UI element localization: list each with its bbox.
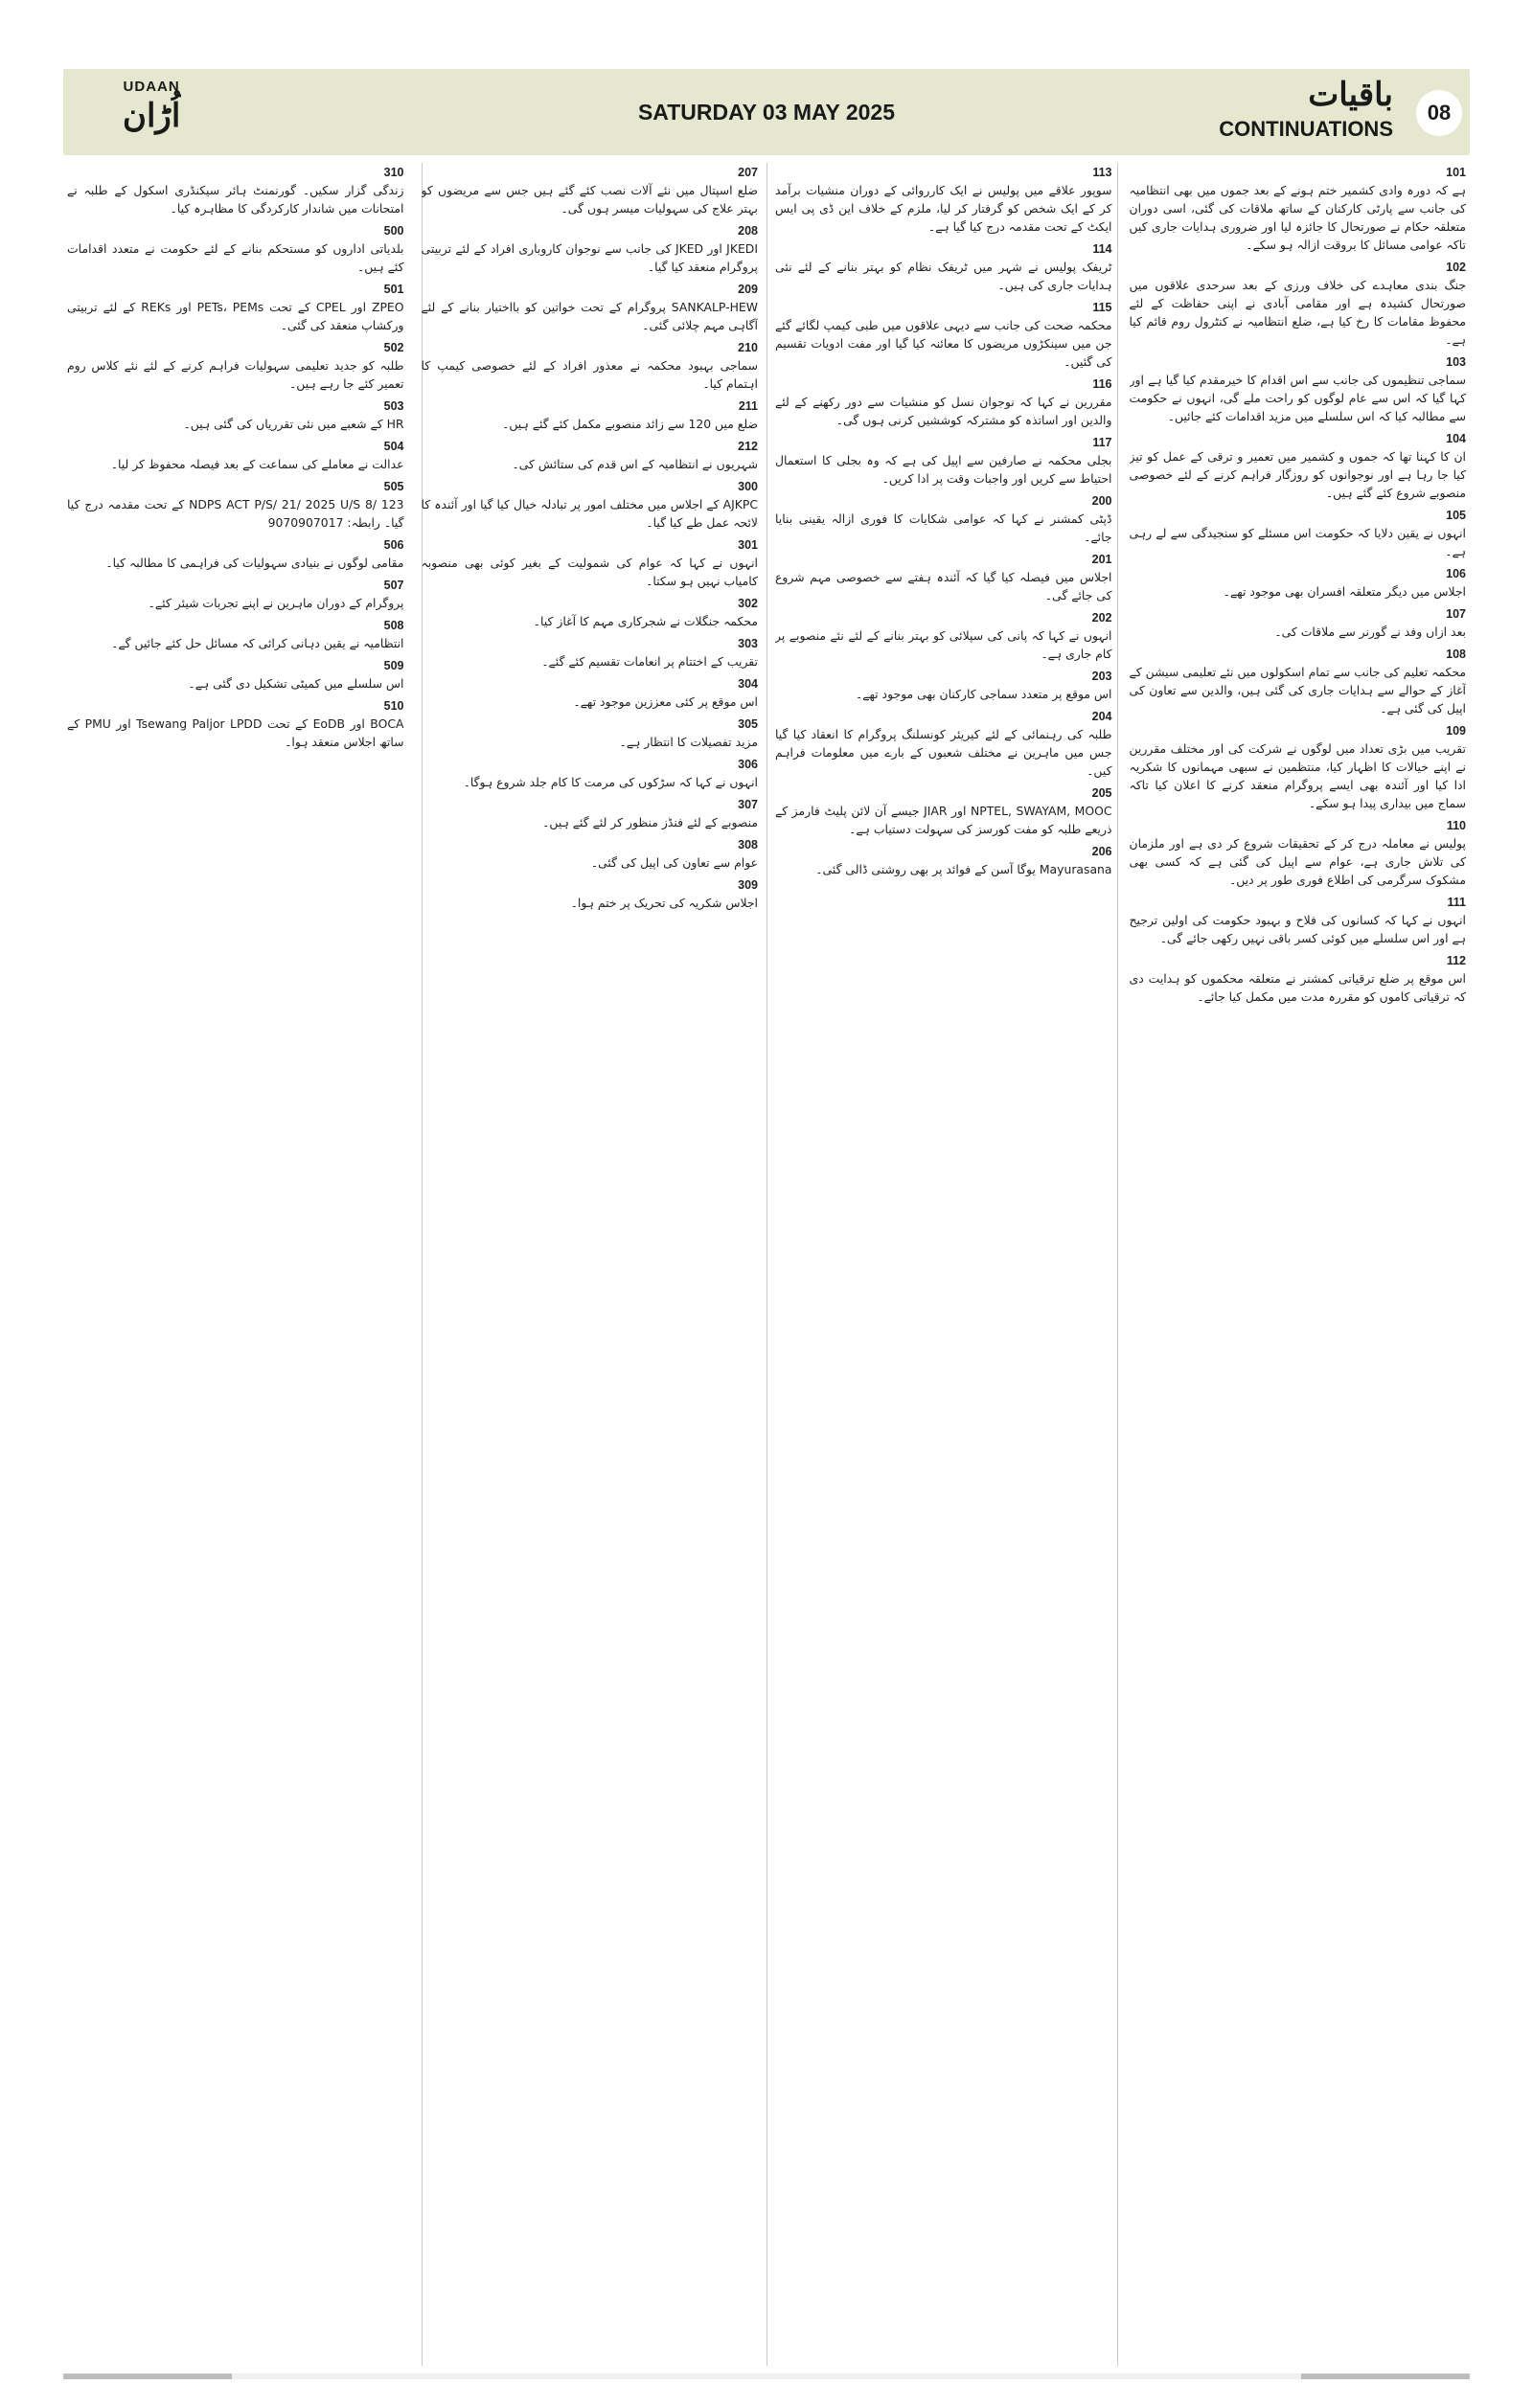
continuation-number: 203: [1091, 670, 1112, 683]
continuation-number: 115: [1092, 301, 1112, 314]
continuation-text: مقامی لوگوں نے بنیادی سہولیات کی فراہمی کا مطالبہ کیا۔: [105, 556, 404, 570]
continuation-text: محکمہ جنگلات نے شجرکاری مہم کا آغاز کیا۔: [533, 614, 758, 628]
continuation-text: اس موقع پر ضلع ترقیاتی کمشنر نے متعلقہ محکموں کو ہدایت دی کہ ترقیاتی کاموں کو مقررہ مدت میں مکمل کیا جائے۔: [1129, 971, 1466, 1004]
continuation-item: [422, 398, 759, 433]
continuation-text: عدالت نے معاملے کی سماعت کے بعد فیصلہ محفوظ کر لیا۔: [110, 457, 404, 471]
continuation-text: اجلاس شکریہ کی تحریک پر ختم ہوا۔: [570, 896, 758, 910]
continuation-number: 212: [738, 440, 758, 453]
continuation-item: [67, 223, 404, 276]
continuation-item: [67, 537, 404, 572]
continuation-number: 109: [1446, 724, 1466, 738]
continuation-number: 509: [383, 659, 404, 672]
continuation-text: BOCA اور EoDB کے تحت Tsewang Paljor LPDD اور PMU کے ساتھ اجلاس منعقد ہوا۔: [67, 716, 404, 749]
continuation-number: 508: [383, 619, 404, 632]
continuation-item: [422, 837, 759, 872]
continuation-number: 102: [1446, 261, 1466, 274]
continuation-item: [775, 709, 1112, 780]
continuation-item: [67, 479, 404, 532]
continuation-item: [422, 165, 759, 217]
continuation-text: اس موقع پر کئی معززین موجود تھے۔: [573, 694, 758, 709]
continuation-text: زندگی گزار سکیں۔ گورنمنٹ ہائر سیکنڈری اسکول کے طلبہ نے امتحانات میں شاندار کارکردگی کا مظاہرہ کیا۔: [67, 183, 404, 216]
continuation-text: شہریوں نے انتظامیہ کے اس قدم کی ستائش کی۔: [512, 457, 758, 471]
continuation-item: [67, 398, 404, 433]
continuation-number: 301: [738, 538, 758, 552]
continuation-text: جنگ بندی معاہدے کی خلاف ورزی کے بعد سرحدی علاقوں میں صورتحال کشیدہ ہے اور مقامی آبادی نے اپنی حفاظت کے لئے محفوظ مقامات کا رخ کیا ہے، ضلع انتظامیہ نے کنٹرول روم قائم کیا ہے۔: [1129, 278, 1466, 347]
continuation-item: [1130, 165, 1467, 254]
continuation-text: سوپور علاقے میں پولیس نے ایک کارروائی کے دوران منشیات برآمد کر کے ایک شخص کو گرفتار کر لیا، ملزم کے خلاف این ڈی پی ایس ایکٹ کے تحت مقدمہ درج کیا گیا ہے۔: [775, 183, 1112, 234]
continuation-item: [1130, 260, 1467, 349]
continuation-text: AJKPC کے اجلاس میں مختلف امور پر تبادلہ خیال کیا گیا اور آئندہ کا لائحہ عمل طے کیا گیا۔: [421, 497, 758, 530]
continuation-item: [775, 552, 1112, 604]
continuation-text: سماجی بہبود محکمہ نے معذور افراد کے لئے خصوصی کیمپ کا اہتمام کیا۔: [421, 358, 758, 391]
continuation-text: ضلع میں 120 سے زائد منصوبے مکمل کئے گئے ہیں۔: [502, 417, 758, 431]
continuation-item: [775, 241, 1112, 294]
continuation-number: 204: [1091, 710, 1112, 723]
continuation-number: 504: [383, 440, 404, 453]
continuation-text: تقریب کے اختتام پر انعامات تقسیم کئے گئے۔: [541, 654, 758, 669]
continuation-text: HR کے شعبے میں نئی تقرریاں کی گئی ہیں۔: [183, 417, 404, 431]
continuation-number: 101: [1446, 166, 1466, 179]
continuation-item: [67, 618, 404, 652]
continuation-item: [775, 300, 1112, 371]
continuation-number: 304: [738, 677, 758, 691]
continuation-text: انتظامیہ نے یقین دہانی کرائی کہ مسائل حل کئے جائیں گے۔: [111, 636, 404, 650]
continuation-item: [422, 636, 759, 670]
continuation-text: NDPS ACT P/S/ 21/ 2025 U/S 8/ 123 کے تحت مقدمہ درج کیا گیا۔ رابطہ: 9070907017: [67, 497, 404, 530]
continuation-number: 305: [738, 717, 758, 731]
continuation-text: ہے کہ دورہ وادی کشمیر ختم ہونے کے بعد جموں میں بھی انتظامیہ کی جانب سے پارٹی کارکنان کے ساتھ ملاقات کی گئی، اسی دوران متعلقہ حکام نے صورتحال کا جائزہ لیا اور ضروری ہدایات جاری کیں تاکہ عوامی مسائل کا بروقت ازالہ ہو سکے۔: [1129, 183, 1466, 252]
continuation-number: 200: [1091, 494, 1112, 508]
continuation-number: 300: [738, 480, 758, 493]
continuation-text: ان کا کہنا تھا کہ جموں و کشمیر میں تعمیر و ترقی کے عمل کو تیز کیا جا رہا ہے اور نوجوانوں کو روزگار فراہم کرنے کے لئے خصوصی منصوبے شروع کئے گئے ہیں۔: [1129, 449, 1466, 500]
continuation-text: بجلی محکمہ نے صارفین سے اپیل کی ہے کہ وہ بجلی کا استعمال احتیاط سے کریں اور واجبات وقت پر ادا کریں۔: [775, 453, 1112, 486]
continuation-number: 201: [1091, 553, 1112, 566]
continuation-number: 105: [1446, 509, 1466, 522]
column-4: [67, 161, 404, 2370]
continuation-item: [775, 435, 1112, 488]
continuation-text: محکمہ صحت کی جانب سے دیہی علاقوں میں طبی کیمپ لگائے گئے جن میں سینکڑوں مریضوں کا معائنہ کیا گیا اور مفت ادویات تقسیم کی گئیں۔: [775, 318, 1112, 369]
continuation-number: 108: [1446, 647, 1466, 661]
continuation-text: انہوں نے کہا کہ کسانوں کی فلاح و بہبود حکومت کی اولین ترجیح ہے اور اس سلسلے میں کوئی کسر باقی نہیں رکھی جائے گی۔: [1129, 913, 1466, 945]
continuation-text: سماجی تنظیموں کی جانب سے اس اقدام کا خیرمقدم کیا گیا ہے اور کہا گیا کہ اس سے عام لوگوں کو راحت ملے گی، انہوں نے حکومت سے مطالبہ کیا کہ اس سلسلے میں مزید اقدامات کئے جائیں۔: [1129, 373, 1466, 423]
continuation-text: پروگرام کے دوران ماہرین نے اپنے تجربات شیئر کئے۔: [148, 596, 404, 610]
continuation-item: [422, 439, 759, 473]
continuation-number: 206: [1091, 845, 1112, 858]
continuation-item: [1130, 566, 1467, 601]
brand-name-en: UDAAN: [123, 79, 180, 95]
continuation-text: بلدیاتی اداروں کو مستحکم بنانے کے لئے حکومت نے متعدد اقدامات کئے ہیں۔: [67, 241, 404, 274]
continuation-number: 210: [738, 341, 758, 354]
continuation-item: [1130, 606, 1467, 641]
continuation-item: [422, 340, 759, 393]
continuation-number: 309: [738, 878, 758, 892]
continuation-number: 308: [738, 838, 758, 852]
continuation-text: بعد ازاں وفد نے گورنر سے ملاقات کی۔: [1274, 625, 1466, 639]
continuation-text: منصوبے کے لئے فنڈز منظور کر لئے گئے ہیں۔: [542, 815, 758, 829]
continuation-text: ڈپٹی کمشنر نے کہا کہ عوامی شکایات کا فوری ازالہ یقینی بنایا جائے۔: [775, 511, 1112, 544]
continuation-number: 104: [1446, 432, 1466, 445]
issue-date: SATURDAY 03 MAY 2025: [637, 100, 896, 125]
continuation-number: 116: [1092, 377, 1112, 391]
continuation-text: مقررین نے کہا کہ نوجوان نسل کو منشیات سے دور رکھنے کے لئے والدین اور اساتذہ کو مشترکہ کوششیں کرنی ہوں گی۔: [775, 395, 1112, 427]
continuation-number: 310: [383, 166, 404, 179]
continuation-text: Mayurasana یوگا آسن کے فوائد پر بھی روشنی ڈالی گئی۔: [815, 862, 1112, 876]
continuation-item: [422, 537, 759, 590]
continuation-item: [1130, 354, 1467, 425]
continuation-text: اجلاس میں فیصلہ کیا گیا کہ آئندہ ہفتے سے خصوصی مہم شروع کی جائے گی۔: [775, 570, 1112, 602]
column-2: [775, 161, 1112, 2370]
continuation-item: [67, 658, 404, 693]
continuation-text: ZPEO اور CPEL کے تحت PETs، PEMs اور REKs کے لئے تربیتی ورکشاپ منعقد کی گئی۔: [67, 300, 404, 332]
continuation-number: 112: [1446, 954, 1466, 967]
continuation-text: اجلاس میں دیگر متعلقہ افسران بھی موجود تھے۔: [1223, 584, 1466, 599]
continuation-text: طلبہ کو جدید تعلیمی سہولیات فراہم کرنے کے لئے نئے کلاس روم تعمیر کئے جا رہے ہیں۔: [67, 358, 404, 391]
continuation-item: [1130, 723, 1467, 812]
continuation-number: 505: [383, 480, 404, 493]
continuation-number: 110: [1446, 819, 1466, 832]
continuation-item: [422, 282, 759, 334]
continuation-text: طلبہ کی رہنمائی کے لئے کیریئر کونسلنگ پروگرام کا انعقاد کیا گیا جس میں ماہرین نے مختلف شعبوں کے بارے میں معلومات فراہم کیں۔: [775, 727, 1112, 778]
continuation-text: محکمہ تعلیم کی جانب سے تمام اسکولوں میں نئے تعلیمی سیشن کے آغاز کے حوالے سے ہدایات جاری کی گئی ہیں، والدین سے تعاون کی اپیل کی گئی ہے۔: [1129, 665, 1466, 716]
continuation-number: 502: [383, 341, 404, 354]
page-number: 08: [1416, 90, 1462, 136]
continuation-number: 211: [738, 399, 758, 413]
continuation-number: 302: [738, 597, 758, 610]
continuation-item: [422, 479, 759, 532]
continuation-text: ٹریفک پولیس نے شہر میں ٹریفک نظام کو بہتر بنانے کے لئے نئی ہدایات جاری کی ہیں۔: [775, 260, 1112, 292]
continuation-number: 506: [383, 538, 404, 552]
continuation-item: [422, 223, 759, 276]
continuation-number: 208: [738, 224, 758, 238]
continuation-number: 306: [738, 758, 758, 771]
continuation-number: 106: [1446, 567, 1466, 580]
continuation-text: انہوں نے کہا کہ عوام کی شمولیت کے بغیر کوئی بھی منصوبہ کامیاب نہیں ہو سکتا۔: [421, 556, 758, 588]
continuation-number: 500: [383, 224, 404, 238]
continuation-number: 202: [1091, 611, 1112, 625]
continuation-number: 114: [1092, 242, 1112, 256]
column-3: [422, 161, 759, 2370]
continuation-text: عوام سے تعاون کی اپیل کی گئی۔: [590, 855, 758, 870]
continuation-item: [1130, 895, 1467, 947]
continuation-item: [422, 716, 759, 751]
continuation-number: 111: [1447, 896, 1466, 909]
continuation-item: [67, 439, 404, 473]
section-title-ur: باقیات: [1308, 76, 1393, 114]
continuation-item: [422, 757, 759, 791]
section-title-en: CONTINUATIONS: [1219, 117, 1393, 141]
continuation-item: [775, 785, 1112, 838]
continuation-text: اس سلسلے میں کمیٹی تشکیل دی گئی ہے۔: [188, 676, 404, 691]
continuation-number: 510: [383, 699, 404, 713]
continuation-number: 113: [1092, 166, 1112, 179]
continuation-number: 207: [738, 166, 758, 179]
continuation-item: [775, 844, 1112, 878]
continuation-number: 209: [738, 283, 758, 296]
continuation-text: اس موقع پر متعدد سماجی کارکنان بھی موجود تھے۔: [855, 687, 1112, 701]
column-1: [1130, 161, 1467, 2370]
continuation-item: [1130, 647, 1467, 717]
continuation-text: ضلع اسپتال میں نئے آلات نصب کئے گئے ہیں جس سے مریضوں کو بہتر علاج کی سہولیات میسر ہوں گی۔: [421, 183, 758, 216]
continuation-number: 107: [1446, 607, 1466, 621]
continuation-number: 501: [383, 283, 404, 296]
continuation-item: [422, 877, 759, 912]
masthead: [63, 69, 1470, 155]
continuation-item: [422, 676, 759, 711]
continuation-number: 503: [383, 399, 404, 413]
continuation-item: [775, 610, 1112, 663]
continuation-item: [1130, 508, 1467, 560]
continuation-item: [422, 596, 759, 630]
continuation-item: [775, 165, 1112, 236]
continuation-item: [1130, 431, 1467, 502]
continuation-text: تقریب میں بڑی تعداد میں لوگوں نے شرکت کی اور مختلف مقررین نے اپنے خیالات کا اظہار کیا، منتظمین نے سبھی مہمانوں کا شکریہ ادا کیا اور آئندہ بھی ایسے پروگرام منعقد کرنے کا اعلان کیا تاکہ سماج میں بیداری پیدا ہو سکے۔: [1129, 741, 1466, 810]
continuation-text: SANKALP-HEW پروگرام کے تحت خواتین کو بااختیار بنانے کے لئے آگاہی مہم چلائی گئی۔: [421, 300, 758, 332]
continuation-item: [67, 282, 404, 334]
continuation-item: [67, 578, 404, 612]
continuation-item: [1130, 818, 1467, 889]
footer-bar: [63, 2374, 1470, 2379]
continuation-number: 507: [383, 579, 404, 592]
continuation-text: NPTEL, SWAYAM, MOOC اور JIAR جیسے آن لائن پلیٹ فارمز کے ذریعے طلبہ کو مفت کورسز کی سہولت دستیاب ہے۔: [775, 804, 1112, 836]
continuation-item: [67, 698, 404, 751]
continuation-text: JKEDI اور JKED کی جانب سے نوجوان کاروباری افراد کے لئے تربیتی پروگرام منعقد کیا گیا۔: [421, 241, 758, 274]
continuation-text: انہوں نے یقین دلایا کہ حکومت اس مسئلے کو سنجیدگی سے لے رہی ہے۔: [1129, 526, 1466, 558]
continuation-item: [1130, 953, 1467, 1006]
continuation-item: [775, 669, 1112, 703]
continuation-text: مزید تفصیلات کا انتظار ہے۔: [619, 735, 758, 749]
continuation-number: 307: [738, 798, 758, 811]
continuation-text: انہوں نے کہا کہ پانی کی سپلائی کو بہتر بنانے کے لئے نئے منصوبے پر کام جاری ہے۔: [775, 628, 1112, 661]
continuation-number: 205: [1091, 786, 1112, 800]
section-title: [1219, 73, 1393, 142]
continuation-item: [775, 493, 1112, 546]
continuation-text: انہوں نے کہا کہ سڑکوں کی مرمت کا کام جلد شروع ہوگا۔: [463, 775, 758, 789]
continuation-number: 117: [1092, 436, 1112, 449]
continuation-item: [775, 376, 1112, 429]
continuation-number: 103: [1446, 355, 1466, 369]
continuation-number: 303: [738, 637, 758, 650]
article-columns: [67, 161, 1466, 2370]
brand-name-ur: اُڑان: [123, 97, 181, 135]
continuation-item: [422, 797, 759, 831]
continuation-item: [67, 165, 404, 217]
continuation-item: [67, 340, 404, 393]
continuation-text: پولیس نے معاملہ درج کر کے تحقیقات شروع کر دی ہے اور ملزمان کی تلاش جاری ہے، عوام سے اپیل کی گئی ہے کہ کسی بھی مشکوک سرگرمی کی اطلاع فوری طور پر دیں۔: [1129, 836, 1466, 887]
